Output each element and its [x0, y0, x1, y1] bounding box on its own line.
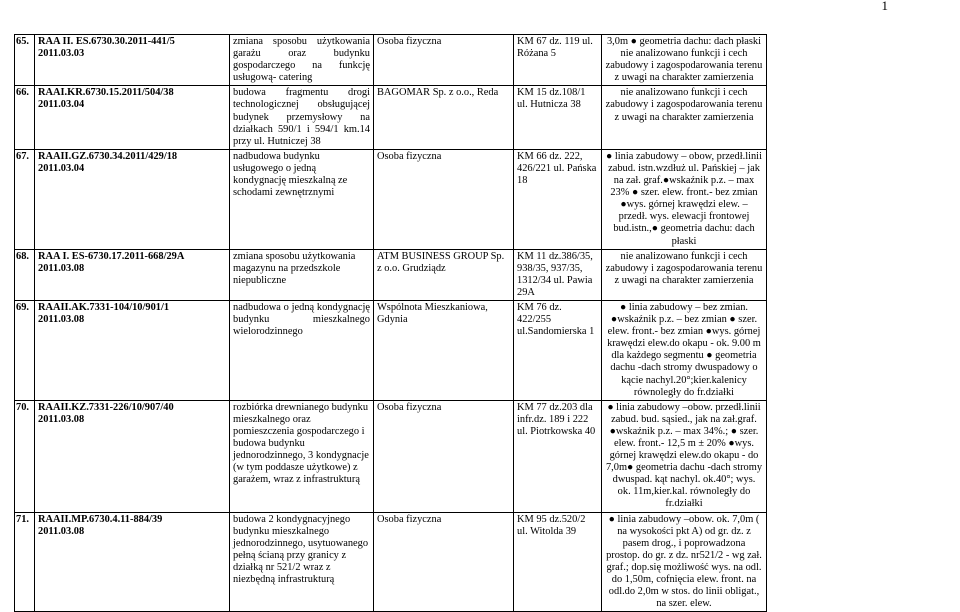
case-cell — [35, 86, 230, 149]
case-cell — [35, 300, 230, 400]
case-cell — [35, 249, 230, 300]
case-number: RAAII.GZ.6730.34.2011/429/18 — [38, 150, 178, 162]
row-number: 65. — [15, 35, 35, 86]
row-number: 67. — [15, 149, 35, 249]
case-cell — [35, 512, 230, 612]
case-number: RAAI.KR.6730.15.2011/504/38 — [38, 87, 174, 99]
case-date: 2011.03.04 — [38, 99, 85, 111]
case-date: 2011.03.08 — [38, 413, 85, 425]
investor: BAGOMAR Sp. z o.o., Reda — [374, 86, 514, 149]
location: KM 67 dz. 119 ul. Różana 5 — [514, 35, 602, 86]
conditions: ● linia zabudowy – obow, przedł.linii zabud. istn.wzdłuż ul. Pańskiej – jak na zał. graf.●wskaźnik p.z. – max 23% ● szer. elew. front.- bez zmian ●wys. górnej krawędzi elew. – przedł. wys. elewacji frontowej bud.istn.,● geometria dachu: dach płaski — [602, 149, 767, 249]
location: KM 15 dz.108/1 ul. Hutnicza 38 — [514, 86, 602, 149]
case-date: 2011.03.08 — [38, 262, 85, 274]
case-date: 2011.03.04 — [38, 162, 85, 174]
description: zmiana sposobu użytkowania magazynu na przedszkole niepubliczne — [230, 249, 374, 300]
conditions: nie analizowano funkcji i cech zabudowy i zagospodarowania terenu z uwagi na charakter zamierzenia — [602, 249, 767, 300]
case-date: 2011.03.03 — [38, 48, 85, 60]
row-number: 69. — [15, 300, 35, 400]
case-number: RAAII.KZ.7331-226/10/907/40 — [38, 401, 174, 413]
conditions: ● linia zabudowy – bez zmian. ●wskaźnik p.z. – bez zmian ● szer. elew. front.- bez zmian ●wys. górnej krawędzi elew.do okapu - ok. 9.00 m dla każdego segmentu ● geometria dachu -dach stromy dwuspadowy o kącie nachyl.20°;kier.kalenicy równoległy do fr.działki — [602, 300, 767, 400]
case-date: 2011.03.08 — [38, 314, 85, 326]
case-number: RAA I. ES-6730.17.2011-668/29A — [38, 250, 185, 262]
investor: Wspólnota Mieszkaniowa, Gdynia — [374, 300, 514, 400]
description: budowa fragmentu drogi technologicznej obsługującej budynek przemysłowy na działkach 590/1 i 594/1 km.14 przy ul. Hutniczej 38 — [230, 86, 374, 149]
case-number: RAAII.AK.7331-104/10/901/1 — [38, 301, 170, 313]
location: KM 95 dz.520/2 ul. Witolda 39 — [514, 512, 602, 612]
investor: Osoba fizyczna — [374, 400, 514, 512]
case-date: 2011.03.08 — [38, 525, 85, 537]
decisions-table — [14, 34, 767, 612]
row-number: 70. — [15, 400, 35, 512]
table-row — [15, 300, 767, 400]
investor: Osoba fizyczna — [374, 35, 514, 86]
conditions: nie analizowano funkcji i cech zabudowy i zagospodarowania terenu z uwagi na charakter zamierzenia — [602, 86, 767, 149]
page-number: 1 — [881, 0, 888, 13]
description: zmiana sposobu użytkowania garażu oraz budynku gospodarczego na funkcję usługową- catering — [230, 35, 374, 86]
row-number: 71. — [15, 512, 35, 612]
investor: ATM BUSINESS GROUP Sp. z o.o. Grudziądz — [374, 249, 514, 300]
description: nadbudowa o jedną kondygnację budynku mieszkalnego wielorodzinnego — [230, 300, 374, 400]
description: rozbiórka drewnianego budynku mieszkalnego oraz pomieszczenia gospodarczego i budowa budynku jednorodzinnego, 3 kondygnacje (w tym poddasze użytkowe) z garażem, wraz z infrastrukturą — [230, 400, 374, 512]
table-row — [15, 512, 767, 612]
conditions: ● linia zabudowy –obow. ok. 7,0m ( na wysokości pkt A) od gr. dz. z pasem drog., i poprowadzona prostop. do gr. z dz. nr521/2 - wg zał. graf.; dop.się możliwość wys. na odl. do 1,50m, cofnięcia elew. front. na odl.do 2,0m w stos. do linii obligat., na szer. elew. — [602, 512, 767, 612]
table-row — [15, 249, 767, 300]
row-number: 66. — [15, 86, 35, 149]
table-row — [15, 400, 767, 512]
location: KM 11 dz.386/35, 938/35, 937/35, 1312/34 ul. Pawia 29A — [514, 249, 602, 300]
case-number: RAA II. ES.6730.30.2011-441/5 — [38, 36, 175, 47]
case-cell — [35, 35, 230, 86]
description: budowa 2 kondygnacyjnego budynku mieszkalnego jednorodzinnego, usytuowanego pełną ścianą przy granicy z działką nr 521/2 wraz z niezbędną infrastrukturą — [230, 512, 374, 612]
location: KM 76 dz. 422/255 ul.Sandomierska 1 — [514, 300, 602, 400]
table-row — [15, 86, 767, 149]
description: nadbudowa budynku usługowego o jedną kondygnację mieszkalną ze schodami zewnętrznymi — [230, 149, 374, 249]
case-number: RAAII.MP.6730.4.11-884/39 — [38, 513, 163, 525]
investor: Osoba fizyczna — [374, 512, 514, 612]
table-row — [15, 149, 767, 249]
location: KM 66 dz. 222, 426/221 ul. Pańska 18 — [514, 149, 602, 249]
location: KM 77 dz.203 dla infr.dz. 189 i 222 ul. Piotrkowska 40 — [514, 400, 602, 512]
row-number: 68. — [15, 249, 35, 300]
table-row — [15, 35, 767, 86]
case-cell — [35, 149, 230, 249]
conditions: ● linia zabudowy –obow. przedł.linii zabud. bud. sąsied., jak na zał.graf. ●wskaźnik p.z. – max 34%.; ● szer. elew. front.- 12,5 m ± 20% ●wys. górnej krawędzi elew.do okapu - do 7,0m● geometria dachu -dach stromy dwuspad. kąt nachyl. ok.40°; wys. ok. 11m,kier.kal. równoległy do fr.działki — [602, 400, 767, 512]
conditions: 3,0m ● geometria dachu: dach płaski nie analizowano funkcji i cech zabudowy i zagospodarowania terenu z uwagi na charakter zamierzenia — [602, 35, 767, 86]
investor: Osoba fizyczna — [374, 149, 514, 249]
case-cell — [35, 400, 230, 512]
